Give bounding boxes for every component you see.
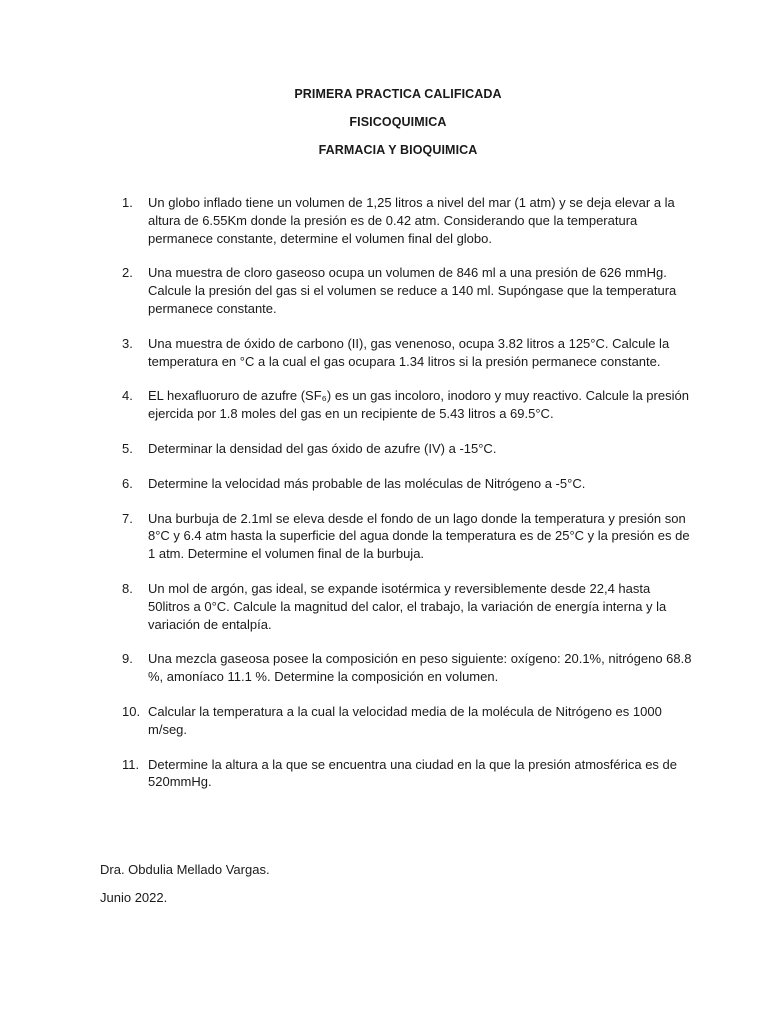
document-title: PRIMERA PRACTICA CALIFICADA (294, 87, 502, 101)
author-signature: Dra. Obdulia Mellado Vargas. (100, 862, 270, 877)
question-item (122, 264, 694, 317)
course-name: FISICOQUIMICA (349, 115, 447, 129)
question-item (122, 703, 694, 739)
question-item (122, 440, 694, 458)
question-number: 4. (122, 388, 133, 404)
question-number: 1. (122, 195, 133, 210)
document-header (0, 86, 768, 170)
question-number: 7. (122, 510, 133, 526)
question-number: 9. (122, 651, 133, 667)
question-number: 5. (122, 440, 133, 456)
question-text: Una muestra de cloro gaseoso ocupa un volumen de 846 ml a una presión de 626 mmHg. Calcule la presión del gas si el volumen se reduce a 140 ml. Supóngase que la temperatura permanece constante. (148, 265, 677, 316)
question-item (122, 475, 694, 493)
question-text: Una burbuja de 2.1ml se eleva desde el fondo de un lago donde la temperatura y presión son 8°C y 6.4 atm hasta la superficie del agua donde la temperatura es de 25°C y la presión es de 1 atm. Determine el volumen final de la burbuja. (148, 510, 690, 562)
question-list (122, 194, 694, 808)
faculty-name: FARMACIA Y BIOQUIMICA (318, 143, 478, 157)
question-text: Determine la altura a la que se encuentra una ciudad en la que la presión atmosférica es de 520mmHg. (148, 756, 677, 790)
question-text: Un mol de argón, gas ideal, se expande isotérmica y reversiblemente desde 22,4 hasta 50litros a 0°C. Calcule la magnitud del calor, el trabajo, la variación de energía interna y la variación de entalpía. (148, 580, 667, 632)
question-text: Determinar la densidad del gas óxido de azufre (IV) a -15°C. (148, 440, 497, 456)
question-item (122, 194, 694, 247)
question-number: 2. (122, 265, 133, 281)
question-item (122, 387, 694, 423)
question-number: 6. (122, 475, 133, 491)
question-item (122, 335, 694, 371)
question-item (122, 510, 694, 563)
question-number: 10. (122, 703, 141, 719)
question-text: Una muestra de óxido de carbono (II), gas venenoso, ocupa 3.82 litros a 125°C. Calcule la temperatura en °C a la cual el gas ocupara 1.34 litros si la presión permanece constante. (148, 335, 670, 369)
question-text: Calcular la temperatura a la cual la velocidad media de la molécula de Nitrógeno es 1000 m/seg. (148, 703, 662, 737)
question-number: 8. (122, 580, 133, 596)
document-date: Junio 2022. (100, 890, 168, 905)
question-item (122, 650, 694, 686)
question-item (122, 580, 694, 633)
question-number: 11. (122, 756, 140, 772)
question-text: EL hexafluoruro de azufre (SF₆) es un gas incoloro, inodoro y muy reactivo. Calcule la presión ejercida por 1.8 moles del gas en un recipiente de 5.43 litros a 69.5°C. (148, 388, 689, 422)
question-text: Determine la velocidad más probable de las moléculas de Nitrógeno a -5°C. (148, 475, 586, 491)
question-number: 3. (122, 335, 133, 351)
question-item (122, 756, 694, 792)
question-text: Un globo inflado tiene un volumen de 1,25 litros a nivel del mar (1 atm) y se deja elevar a la altura de 6.55Km donde la presión es de 0.42 atm. Considerando que la temperatura permanece constante, determine el volumen final del globo. (148, 195, 675, 246)
question-text: Una mezcla gaseosa posee la composición en peso siguiente: oxígeno: 20.1%, nitrógeno 68.8 %, amoníaco 11.1 %. Determine la composición en volumen. (148, 651, 692, 685)
